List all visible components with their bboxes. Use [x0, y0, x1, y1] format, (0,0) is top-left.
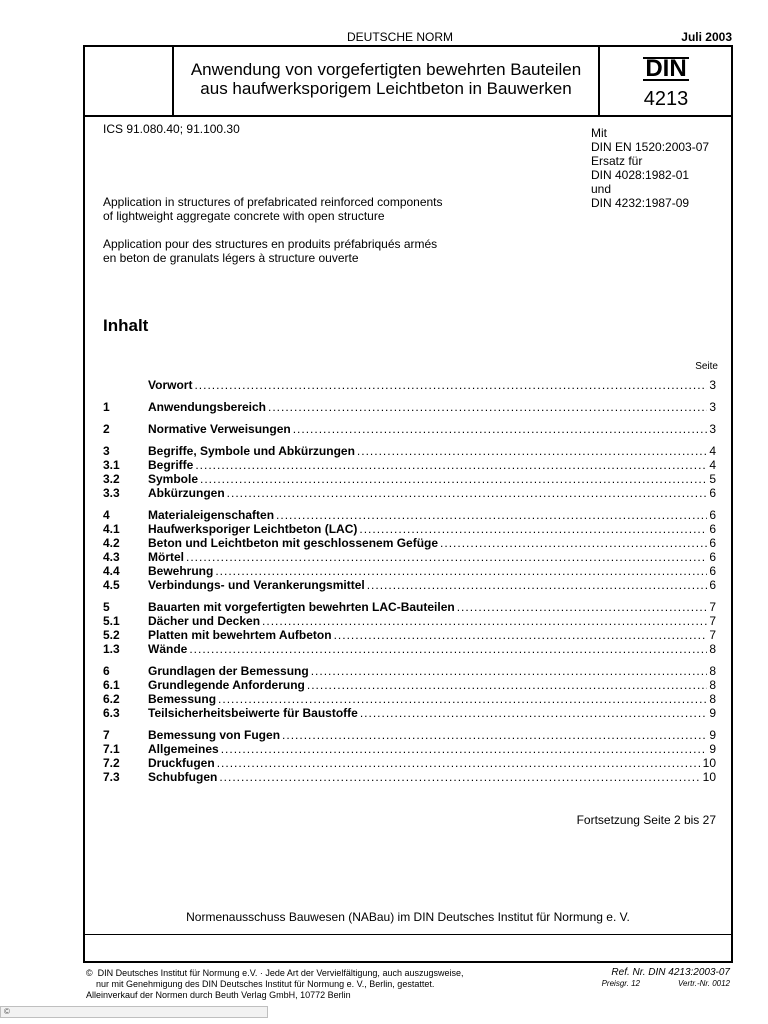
toc-entry[interactable] — [103, 378, 716, 392]
toc-entry[interactable] — [103, 472, 716, 486]
toc-title: Grundlegende Anforderung — [148, 678, 305, 692]
ics-code: ICS 91.080.40; 91.100.30 — [103, 122, 240, 136]
toc-page-number: 4 — [709, 458, 716, 472]
toc-leader-dots — [307, 678, 707, 692]
toc-number: 1 — [103, 400, 110, 414]
french-title — [103, 237, 437, 265]
french-title-line: en beton de granulats légers à structure ouverte — [103, 251, 359, 265]
toc-title: Normative Verweisungen — [148, 422, 291, 436]
toc-leader-dots — [195, 458, 707, 472]
copyright-line: nur mit Genehmigung des DIN Deutsches Institut für Normung e. V., Berlin, gestattet. — [86, 979, 435, 989]
toc-number: 4.5 — [103, 578, 120, 592]
toc-page-number: 8 — [709, 664, 716, 678]
toc-page-number: 9 — [709, 706, 716, 720]
toc-title: Begriffe — [148, 458, 194, 472]
toc-page-number: 3 — [709, 378, 716, 392]
continuation-note: Fortsetzung Seite 2 bis 27 — [576, 813, 716, 827]
toc-title: Verbindungs- und Verankerungsmittel — [148, 578, 365, 592]
supersedes-line: DIN EN 1520:2003-07 — [591, 140, 710, 154]
english-title-line: Application in structures of prefabricated reinforced components — [103, 195, 443, 209]
toc-number: 5.1 — [103, 614, 120, 628]
toc-leader-dots — [311, 664, 708, 678]
toc-leader-dots — [219, 770, 700, 784]
toc-number: 1.3 — [103, 642, 120, 656]
toc-title: Bemessung — [148, 692, 217, 706]
toc-number: 6.2 — [103, 692, 120, 706]
supersedes-line: Ersatz für — [591, 154, 643, 168]
toc-title: Grundlagen der Bemessung — [148, 664, 309, 678]
toc-entry[interactable] — [103, 642, 716, 656]
sales-number: Vertr.-Nr. 0012 — [677, 979, 730, 988]
toc-title: Bemessung von Fugen — [148, 728, 281, 742]
toc-page-number: 6 — [709, 508, 716, 522]
toc-entry[interactable] — [103, 600, 716, 614]
toc-number: 5 — [103, 600, 110, 614]
toc-entry[interactable] — [103, 578, 716, 592]
committee-line: Normenausschuss Bauwesen (NABau) im DIN Deutsches Institut für Normung e. V. — [186, 910, 630, 924]
toc-entry[interactable] — [103, 706, 716, 720]
viewer-footer-bar: © — [0, 1006, 268, 1018]
toc-title: Begriffe, Symbole und Abkürzungen — [148, 444, 355, 458]
copyright-notice — [86, 968, 464, 1001]
toc-page-number: 7 — [709, 628, 716, 642]
english-title — [103, 195, 443, 223]
toc-page-number: 6 — [709, 522, 716, 536]
toc-leader-dots — [357, 444, 707, 458]
toc-leader-dots — [276, 508, 707, 522]
toc-entry[interactable] — [103, 614, 716, 628]
toc-number: 3.1 — [103, 458, 120, 472]
publication-date: Juli 2003 — [681, 30, 732, 44]
toc-title: Dächer und Decken — [148, 614, 261, 628]
toc-title: Wände — [148, 642, 188, 656]
toc-entry[interactable] — [103, 422, 716, 436]
toc-number: 4.4 — [103, 564, 120, 578]
toc-page-number: 6 — [709, 486, 716, 500]
toc-leader-dots — [334, 628, 708, 642]
din-logo — [600, 56, 732, 82]
toc-entry[interactable] — [103, 400, 716, 414]
toc-leader-dots — [262, 614, 707, 628]
toc-number: 7 — [103, 728, 110, 742]
footer-divider — [83, 934, 733, 935]
copyright-line: Alleinverkauf der Normen durch Beuth Verlag GmbH, 10772 Berlin — [86, 990, 351, 1000]
toc-entry[interactable] — [103, 564, 716, 578]
toc-entry[interactable] — [103, 508, 716, 522]
toc-number: 5.2 — [103, 628, 120, 642]
toc-leader-dots — [227, 486, 708, 500]
toc-leader-dots — [215, 564, 707, 578]
toc-page-number: 9 — [709, 742, 716, 756]
toc-leader-dots — [359, 522, 707, 536]
toc-title: Materialeigenschaften — [148, 508, 275, 522]
toc-page-number: 6 — [709, 550, 716, 564]
toc-entry[interactable] — [103, 458, 716, 472]
table-of-contents — [103, 378, 716, 784]
document-type-label: DEUTSCHE NORM — [346, 30, 453, 44]
toc-entry[interactable] — [103, 486, 716, 500]
toc-number: 3.2 — [103, 472, 120, 486]
toc-entry[interactable] — [103, 628, 716, 642]
document-title — [174, 60, 598, 98]
toc-title: Anwendungsbereich — [148, 400, 267, 414]
toc-title: Platten mit bewehrtem Aufbeton — [148, 628, 332, 642]
toc-entry[interactable] — [103, 742, 716, 756]
din-number: 4213 — [643, 88, 689, 110]
toc-leader-dots — [367, 578, 708, 592]
price-group: Preisgr. 12 — [601, 979, 640, 988]
header-divider — [83, 115, 733, 117]
toc-number: 7.1 — [103, 742, 120, 756]
title-line: Anwendung von vorgefertigten bewehrten Bauteilen — [190, 60, 582, 79]
toc-leader-dots — [282, 728, 707, 742]
toc-title: Bewehrung — [148, 564, 214, 578]
toc-number: 3 — [103, 444, 110, 458]
toc-leader-dots — [293, 422, 708, 436]
reference-sub — [602, 978, 730, 989]
toc-title: Teilsicherheitsbeiwerte für Baustoffe — [148, 706, 358, 720]
toc-page-number: 6 — [709, 564, 716, 578]
reference-block — [602, 967, 730, 989]
toc-page-number: 10 — [702, 756, 716, 770]
supersedes-line: Mit — [591, 126, 607, 140]
toc-title: Symbole — [148, 472, 199, 486]
toc-title: Vorwort — [148, 378, 193, 392]
toc-number: 3.3 — [103, 486, 120, 500]
toc-entry[interactable] — [103, 522, 716, 536]
toc-number: 7.2 — [103, 756, 120, 770]
toc-page-number: 5 — [709, 472, 716, 486]
toc-title: Bauarten mit vorgefertigten bewehrten LAC-Bauteilen — [148, 600, 455, 614]
french-title-line: Application pour des structures en produits préfabriqués armés — [103, 237, 438, 251]
toc-page-number: 6 — [709, 578, 716, 592]
toc-page-number: 9 — [709, 728, 716, 742]
toc-page-number: 7 — [709, 600, 716, 614]
contents-heading: Inhalt — [103, 316, 149, 335]
supersedes-line: DIN 4028:1982-01 — [591, 168, 690, 182]
toc-number: 4.3 — [103, 550, 120, 564]
toc-title: Haufwerksporiger Leichtbeton (LAC) — [148, 522, 358, 536]
toc-leader-dots — [221, 742, 708, 756]
toc-leader-dots — [200, 472, 707, 486]
toc-page-number: 3 — [709, 400, 716, 414]
toc-entry[interactable] — [103, 770, 716, 784]
supersedes-line: DIN 4232:1987-09 — [591, 196, 690, 210]
toc-page-number: 10 — [702, 770, 716, 784]
toc-title: Beton und Leichtbeton mit geschlossenem Gefüge — [148, 536, 439, 550]
toc-leader-dots — [217, 756, 701, 770]
toc-page-number: 6 — [709, 536, 716, 550]
toc-number: 4 — [103, 508, 110, 522]
supersedes-block — [591, 126, 709, 210]
toc-title: Mörtel — [148, 550, 184, 564]
toc-number: 6.1 — [103, 678, 120, 692]
toc-entry[interactable] — [103, 728, 716, 742]
toc-entry[interactable] — [103, 550, 716, 564]
toc-page-number: 8 — [709, 692, 716, 706]
toc-page-number: 8 — [709, 678, 716, 692]
supersedes-line: und — [591, 182, 612, 196]
toc-number: 4.2 — [103, 536, 120, 550]
title-line: aus haufwerksporigem Leichtbeton in Bauwerken — [200, 79, 572, 98]
toc-page-number: 7 — [709, 614, 716, 628]
toc-leader-dots — [218, 692, 707, 706]
toc-leader-dots — [268, 400, 707, 414]
toc-number: 6 — [103, 664, 110, 678]
toc-page-number: 8 — [709, 642, 716, 656]
page-column-label: Seite — [695, 361, 718, 372]
copyright-line: © DIN Deutsches Institut für Normung e.V. · Jede Art der Vervielfältigung, auch auszugsweise, — [86, 968, 464, 978]
toc-entry[interactable] — [103, 664, 716, 678]
reference-number: Ref. Nr. DIN 4213:2003-07 — [611, 967, 730, 978]
english-title-line: of lightweight aggregate concrete with open structure — [103, 209, 385, 223]
toc-title: Schubfugen — [148, 770, 218, 784]
toc-entry[interactable] — [103, 692, 716, 706]
toc-entry[interactable] — [103, 678, 716, 692]
din-logo-text: DIN — [645, 55, 687, 82]
toc-number: 7.3 — [103, 770, 120, 784]
toc-page-number: 4 — [709, 444, 716, 458]
toc-entry[interactable] — [103, 444, 716, 458]
toc-number: 6.3 — [103, 706, 120, 720]
toc-leader-dots — [194, 378, 707, 392]
toc-entry[interactable] — [103, 756, 716, 770]
toc-leader-dots — [457, 600, 708, 614]
toc-leader-dots — [440, 536, 707, 550]
toc-title: Allgemeines — [148, 742, 219, 756]
toc-page-number: 3 — [709, 422, 716, 436]
toc-number: 2 — [103, 422, 110, 436]
toc-leader-dots — [189, 642, 707, 656]
toc-leader-dots — [186, 550, 707, 564]
toc-title: Druckfugen — [148, 756, 215, 770]
toc-number: 4.1 — [103, 522, 120, 536]
toc-entry[interactable] — [103, 536, 716, 550]
toc-leader-dots — [360, 706, 707, 720]
toc-title: Abkürzungen — [148, 486, 225, 500]
